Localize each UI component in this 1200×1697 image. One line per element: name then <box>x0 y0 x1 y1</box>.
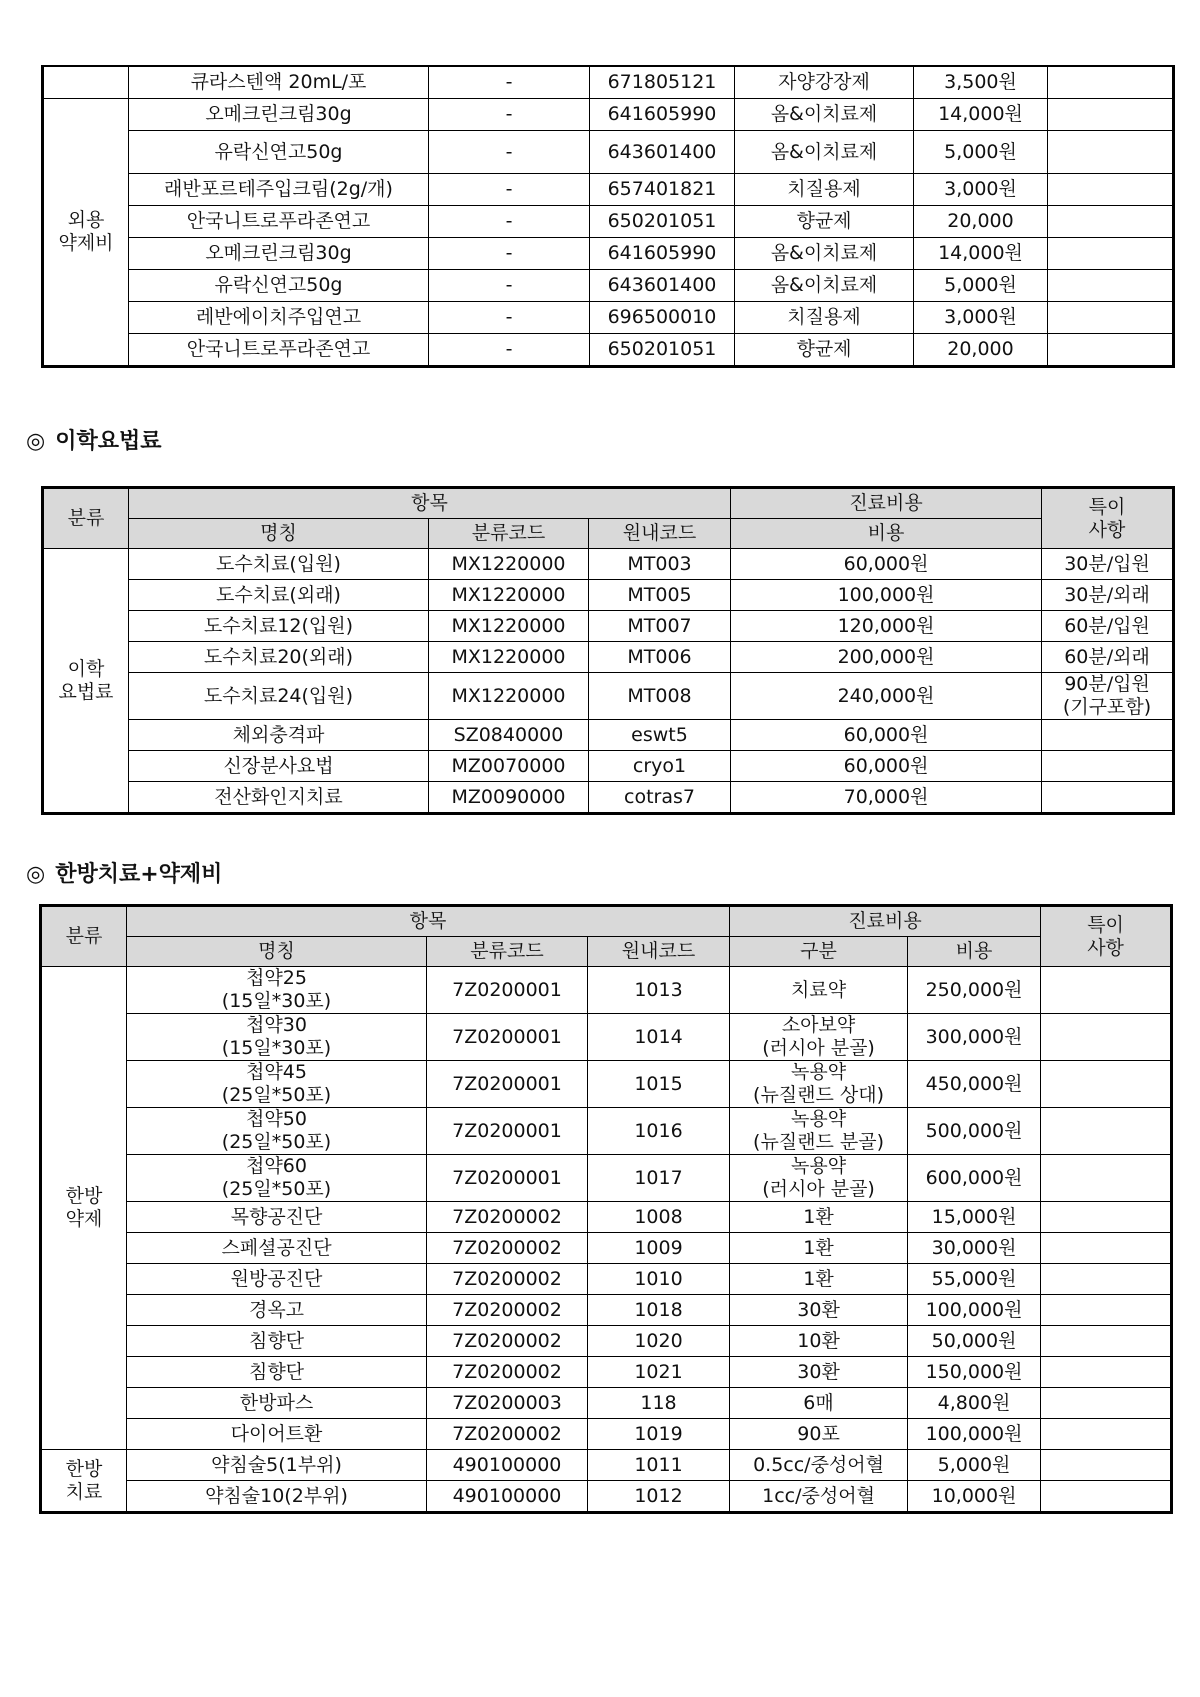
item-note <box>1041 1202 1172 1233</box>
category-label: 이학 <box>67 657 105 680</box>
item-type: 옴&이치료제 <box>735 270 914 302</box>
class-code: - <box>429 270 590 302</box>
item-price: 3,000원 <box>914 302 1048 334</box>
item-type: 향균제 <box>735 206 914 238</box>
internal-code: MT007 <box>589 611 731 642</box>
item-price: 100,000원 <box>908 1419 1041 1450</box>
class-code: 7Z0200001 <box>427 1061 588 1108</box>
header-internal-code: 원내코드 <box>588 937 730 967</box>
section-bullet-icon: ◎ <box>26 429 46 454</box>
internal-code: 118 <box>588 1388 730 1419</box>
internal-code: 696500010 <box>590 302 735 334</box>
item-price: 3,000원 <box>914 174 1048 206</box>
item-kind: 30환 <box>730 1357 908 1388</box>
internal-code: 1008 <box>588 1202 730 1233</box>
class-code: 7Z0200002 <box>427 1264 588 1295</box>
table-row <box>43 302 1174 334</box>
name-line: 첩약50 <box>246 1108 307 1130</box>
item-price: 250,000원 <box>908 967 1041 1014</box>
internal-code: cotras7 <box>589 782 731 814</box>
header-category: 분류 <box>43 488 129 549</box>
item-note <box>1041 1061 1172 1108</box>
item-name: 약침술10(2부위) <box>127 1481 427 1513</box>
item-note <box>1041 1295 1172 1326</box>
table-row <box>41 1014 1172 1061</box>
table-row <box>43 673 1174 720</box>
item-name: 한방파스 <box>127 1388 427 1419</box>
name-line: (25일*50포) <box>221 1178 332 1200</box>
internal-code: 1015 <box>588 1061 730 1108</box>
header-cost-group: 진료비용 <box>731 488 1042 519</box>
table-row <box>41 1388 1172 1419</box>
internal-code: 650201051 <box>590 334 735 367</box>
class-code: MZ0090000 <box>429 782 589 814</box>
item-name: 안국니트로푸라존연고 <box>129 334 429 367</box>
item-kind <box>730 1155 908 1202</box>
item-name: 약침술5(1부위) <box>127 1450 427 1481</box>
item-note <box>1041 1233 1172 1264</box>
item-price: 60,000원 <box>731 549 1042 580</box>
category-label: 한방 <box>65 1457 103 1480</box>
internal-code: 1014 <box>588 1014 730 1061</box>
item-name <box>127 1061 427 1108</box>
item-name: 목향공진단 <box>127 1202 427 1233</box>
internal-code: MT006 <box>589 642 731 673</box>
table-row <box>43 206 1174 238</box>
item-price: 5,000원 <box>914 131 1048 174</box>
item-price: 240,000원 <box>731 673 1042 720</box>
kind-line: 녹용약 <box>791 1108 847 1130</box>
note-line: (기구포함) <box>1062 696 1152 718</box>
item-name: 도수치료(입원) <box>129 549 429 580</box>
item-note <box>1042 751 1174 782</box>
item-note <box>1048 238 1174 270</box>
item-note <box>1048 334 1174 367</box>
item-name: 유락신연고50g <box>129 270 429 302</box>
table-row <box>41 1419 1172 1450</box>
item-kind: 1cc/중성어혈 <box>730 1481 908 1513</box>
class-code: 490100000 <box>427 1481 588 1513</box>
internal-code: MT008 <box>589 673 731 720</box>
name-line: 첩약25 <box>246 967 307 989</box>
header-name: 명칭 <box>127 937 427 967</box>
item-price: 5,000원 <box>914 270 1048 302</box>
section-title-text: 한방치료+약제비 <box>55 862 223 887</box>
class-code: - <box>429 334 590 367</box>
table-row <box>41 1326 1172 1357</box>
item-name: 스페셜공진단 <box>127 1233 427 1264</box>
table-row <box>43 611 1174 642</box>
header-note-line: 특이 <box>1088 495 1126 518</box>
item-price: 100,000원 <box>731 580 1042 611</box>
internal-code: 643601400 <box>590 131 735 174</box>
header-internal-code: 원내코드 <box>589 519 731 549</box>
item-note <box>1041 1264 1172 1295</box>
item-name: 래반포르테주입크림(2g/개) <box>129 174 429 206</box>
category-cell <box>43 66 129 99</box>
internal-code: 650201051 <box>590 206 735 238</box>
kind-line: 녹용약 <box>791 1061 847 1083</box>
class-code: MX1220000 <box>429 611 589 642</box>
class-code: 7Z0200002 <box>427 1233 588 1264</box>
internal-code: 1017 <box>588 1155 730 1202</box>
item-note <box>1041 1155 1172 1202</box>
item-note <box>1041 1108 1172 1155</box>
item-note <box>1041 1357 1172 1388</box>
table-row <box>43 751 1174 782</box>
note-line: 90분/입원 <box>1064 673 1150 695</box>
item-note <box>1048 302 1174 334</box>
class-code: 7Z0200002 <box>427 1326 588 1357</box>
item-kind: 6매 <box>730 1388 908 1419</box>
internal-code: 1009 <box>588 1233 730 1264</box>
item-kind <box>730 1014 908 1061</box>
class-code: 7Z0200001 <box>427 1108 588 1155</box>
category-label: 요법료 <box>58 680 114 703</box>
item-name: 도수치료(외래) <box>129 580 429 611</box>
header-cost: 비용 <box>908 937 1041 967</box>
header-name: 명칭 <box>129 519 429 549</box>
category-cell <box>41 967 127 1450</box>
class-code: - <box>429 66 590 99</box>
table-row <box>41 967 1172 1014</box>
item-note <box>1042 720 1174 751</box>
class-code: MX1220000 <box>429 673 589 720</box>
item-type: 자양강장제 <box>735 66 914 99</box>
header-item: 항목 <box>127 906 730 937</box>
name-line: (15일*30포) <box>221 990 332 1012</box>
category-label: 치료 <box>65 1480 103 1503</box>
item-note: 60분/외래 <box>1042 642 1174 673</box>
header-note-line: 사항 <box>1087 936 1124 959</box>
table-row <box>43 549 1174 580</box>
header-row <box>43 519 1174 549</box>
header-row <box>43 488 1174 519</box>
item-name: 도수치료24(입원) <box>129 673 429 720</box>
header-note-line: 특이 <box>1087 913 1124 936</box>
item-note <box>1048 99 1174 131</box>
internal-code: MT003 <box>589 549 731 580</box>
internal-code: 1012 <box>588 1481 730 1513</box>
table-row <box>41 1450 1172 1481</box>
class-code: MX1220000 <box>429 642 589 673</box>
section-title-physical-therapy <box>26 424 161 455</box>
item-kind: 1환 <box>730 1233 908 1264</box>
internal-code: 1019 <box>588 1419 730 1450</box>
item-type: 옴&이치료제 <box>735 131 914 174</box>
header-cost-group: 진료비용 <box>730 906 1041 937</box>
class-code: MZ0070000 <box>429 751 589 782</box>
header-category: 분류 <box>41 906 127 967</box>
header-note-line: 사항 <box>1088 518 1126 541</box>
category-label: 약제 <box>65 1208 103 1230</box>
item-kind: 치료약 <box>730 967 908 1014</box>
item-note <box>1048 206 1174 238</box>
internal-code: 1011 <box>588 1450 730 1481</box>
class-code: - <box>429 302 590 334</box>
item-name: 오메크린크림30g <box>129 99 429 131</box>
table-row <box>41 1357 1172 1388</box>
item-kind <box>730 1108 908 1155</box>
table-row <box>43 720 1174 751</box>
internal-code: 643601400 <box>590 270 735 302</box>
table-row <box>41 1155 1172 1202</box>
item-note <box>1041 967 1172 1014</box>
table-row <box>43 174 1174 206</box>
item-price: 20,000 <box>914 334 1048 367</box>
item-name: 안국니트로푸라존연고 <box>129 206 429 238</box>
class-code: - <box>429 99 590 131</box>
kind-line: (러시아 분골) <box>762 1037 875 1059</box>
item-note <box>1048 270 1174 302</box>
item-name <box>127 1014 427 1061</box>
item-price: 50,000원 <box>908 1326 1041 1357</box>
internal-code: 641605990 <box>590 99 735 131</box>
item-note: 30분/외래 <box>1042 580 1174 611</box>
item-name: 레반에이치주입연고 <box>129 302 429 334</box>
class-code: - <box>429 174 590 206</box>
item-name: 침향단 <box>127 1357 427 1388</box>
item-price: 60,000원 <box>731 751 1042 782</box>
item-name: 큐라스텐액 20mL/포 <box>129 66 429 99</box>
item-note <box>1041 1388 1172 1419</box>
item-price: 20,000 <box>914 206 1048 238</box>
section-title-oriental-medicine <box>26 857 222 888</box>
item-type: 치질용제 <box>735 302 914 334</box>
category-label: 한방 <box>65 1185 103 1207</box>
kind-line: 소아보약 <box>781 1014 856 1036</box>
table-row <box>43 782 1174 814</box>
item-type: 향균제 <box>735 334 914 367</box>
item-price: 30,000원 <box>908 1233 1041 1264</box>
kind-line: (뉴질랜드 상대) <box>753 1084 885 1106</box>
item-kind: 90포 <box>730 1419 908 1450</box>
header-item: 항목 <box>129 488 731 519</box>
class-code: - <box>429 131 590 174</box>
class-code: MX1220000 <box>429 580 589 611</box>
item-note <box>1041 1481 1172 1513</box>
class-code: - <box>429 206 590 238</box>
item-note <box>1041 1419 1172 1450</box>
external-drug-table <box>41 65 1175 368</box>
category-cell <box>43 549 129 814</box>
table-row <box>41 1202 1172 1233</box>
item-price: 200,000원 <box>731 642 1042 673</box>
item-note <box>1048 66 1174 99</box>
table-row <box>43 334 1174 367</box>
item-name: 전산화인지치료 <box>129 782 429 814</box>
item-price: 500,000원 <box>908 1108 1041 1155</box>
item-note <box>1042 782 1174 814</box>
item-name: 침향단 <box>127 1326 427 1357</box>
item-note <box>1048 174 1174 206</box>
table-row <box>43 642 1174 673</box>
name-line: 첩약45 <box>246 1061 307 1083</box>
table-row <box>43 580 1174 611</box>
class-code: 7Z0200002 <box>427 1357 588 1388</box>
item-name: 경옥고 <box>127 1295 427 1326</box>
item-price: 55,000원 <box>908 1264 1041 1295</box>
class-code: 7Z0200001 <box>427 1155 588 1202</box>
header-cost: 비용 <box>731 519 1042 549</box>
kind-line: (러시아 분골) <box>762 1178 875 1200</box>
item-price: 70,000원 <box>731 782 1042 814</box>
item-name: 도수치료12(입원) <box>129 611 429 642</box>
item-price: 10,000원 <box>908 1481 1041 1513</box>
item-price: 15,000원 <box>908 1202 1041 1233</box>
internal-code: 1016 <box>588 1108 730 1155</box>
item-price: 120,000원 <box>731 611 1042 642</box>
name-line: (15일*30포) <box>221 1037 332 1059</box>
class-code: 7Z0200003 <box>427 1388 588 1419</box>
item-note <box>1048 131 1174 174</box>
internal-code: MT005 <box>589 580 731 611</box>
item-kind: 0.5cc/중성어혈 <box>730 1450 908 1481</box>
item-kind: 1환 <box>730 1202 908 1233</box>
item-note <box>1042 673 1174 720</box>
table-row <box>41 1233 1172 1264</box>
item-name: 다이어트환 <box>127 1419 427 1450</box>
table-row <box>43 238 1174 270</box>
class-code: - <box>429 238 590 270</box>
item-price: 300,000원 <box>908 1014 1041 1061</box>
item-note <box>1041 1014 1172 1061</box>
internal-code: 657401821 <box>590 174 735 206</box>
internal-code: cryo1 <box>589 751 731 782</box>
internal-code: 1010 <box>588 1264 730 1295</box>
class-code: MX1220000 <box>429 549 589 580</box>
class-code: 7Z0200002 <box>427 1419 588 1450</box>
table-row <box>43 66 1174 99</box>
item-price: 14,000원 <box>914 238 1048 270</box>
item-price: 100,000원 <box>908 1295 1041 1326</box>
item-price: 150,000원 <box>908 1357 1041 1388</box>
header-note <box>1041 906 1172 967</box>
item-note <box>1041 1450 1172 1481</box>
header-class-code: 분류코드 <box>429 519 589 549</box>
table-row <box>41 1295 1172 1326</box>
item-kind: 30환 <box>730 1295 908 1326</box>
item-price: 60,000원 <box>731 720 1042 751</box>
item-name: 체외충격파 <box>129 720 429 751</box>
header-row <box>41 906 1172 937</box>
item-name <box>127 1155 427 1202</box>
header-kind: 구분 <box>730 937 908 967</box>
item-type: 옴&이치료제 <box>735 99 914 131</box>
item-note <box>1041 1326 1172 1357</box>
class-code: 7Z0200001 <box>427 1014 588 1061</box>
header-class-code: 분류코드 <box>427 937 588 967</box>
section-title-text: 이학요법료 <box>55 429 162 454</box>
class-code: 7Z0200002 <box>427 1295 588 1326</box>
item-name: 오메크린크림30g <box>129 238 429 270</box>
header-note <box>1042 488 1174 549</box>
name-line: (25일*50포) <box>221 1084 332 1106</box>
category-cell <box>41 1450 127 1513</box>
internal-code: 671805121 <box>590 66 735 99</box>
name-line: 첩약60 <box>246 1155 307 1177</box>
item-price: 3,500원 <box>914 66 1048 99</box>
item-name: 유락신연고50g <box>129 131 429 174</box>
oriental-medicine-table <box>39 904 1173 1514</box>
item-name: 신장분사요법 <box>129 751 429 782</box>
table-row <box>43 131 1174 174</box>
name-line: 첩약30 <box>246 1014 307 1036</box>
internal-code: 1018 <box>588 1295 730 1326</box>
table-row <box>41 1264 1172 1295</box>
internal-code: eswt5 <box>589 720 731 751</box>
item-note: 60분/입원 <box>1042 611 1174 642</box>
item-kind: 1환 <box>730 1264 908 1295</box>
item-kind <box>730 1061 908 1108</box>
category-cell <box>43 99 129 367</box>
category-label: 약제비 <box>58 232 114 254</box>
category-label: 외용 <box>67 209 105 231</box>
item-type: 치질용제 <box>735 174 914 206</box>
kind-line: (뉴질랜드 분골) <box>753 1131 885 1153</box>
item-name: 도수치료20(외래) <box>129 642 429 673</box>
internal-code: 1013 <box>588 967 730 1014</box>
section-bullet-icon: ◎ <box>26 862 46 887</box>
table-row <box>41 1108 1172 1155</box>
class-code: 7Z0200001 <box>427 967 588 1014</box>
item-type: 옴&이치료제 <box>735 238 914 270</box>
item-name <box>127 1108 427 1155</box>
item-price: 600,000원 <box>908 1155 1041 1202</box>
item-kind: 10환 <box>730 1326 908 1357</box>
table-row <box>41 1481 1172 1513</box>
item-price: 4,800원 <box>908 1388 1041 1419</box>
name-line: (25일*50포) <box>221 1131 332 1153</box>
class-code: 7Z0200002 <box>427 1202 588 1233</box>
class-code: 490100000 <box>427 1450 588 1481</box>
table-row <box>43 99 1174 131</box>
item-price: 5,000원 <box>908 1450 1041 1481</box>
item-price: 14,000원 <box>914 99 1048 131</box>
class-code: SZ0840000 <box>429 720 589 751</box>
item-name: 원방공진단 <box>127 1264 427 1295</box>
internal-code: 641605990 <box>590 238 735 270</box>
item-name <box>127 967 427 1014</box>
header-row <box>41 937 1172 967</box>
physical-therapy-table <box>41 486 1175 815</box>
internal-code: 1020 <box>588 1326 730 1357</box>
table-row <box>43 270 1174 302</box>
internal-code: 1021 <box>588 1357 730 1388</box>
table-row <box>41 1061 1172 1108</box>
item-price: 450,000원 <box>908 1061 1041 1108</box>
item-note: 30분/입원 <box>1042 549 1174 580</box>
kind-line: 녹용약 <box>791 1155 847 1177</box>
